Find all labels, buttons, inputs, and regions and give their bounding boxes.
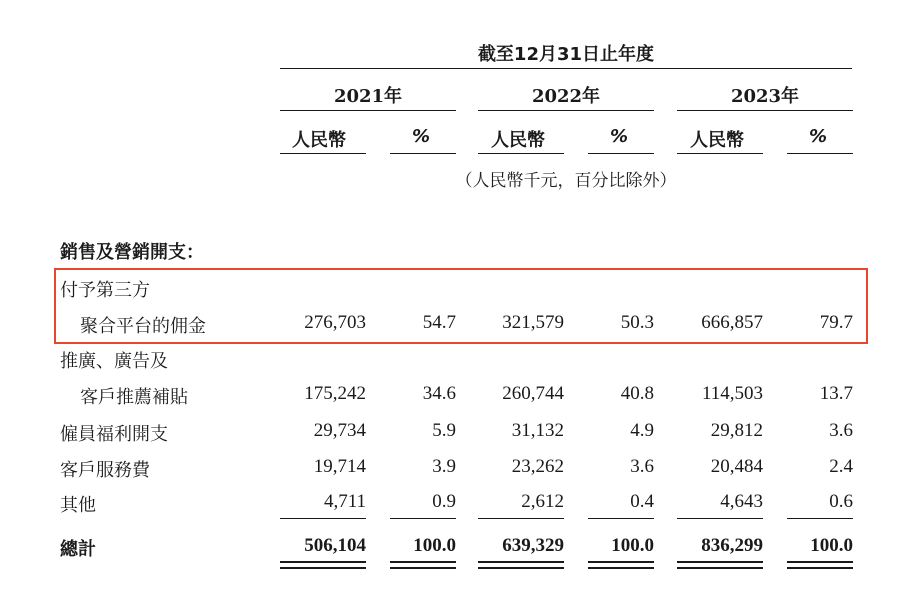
cell-2023-pct: 13.7 (819, 383, 853, 404)
total-2022-pct: 100.0 (611, 535, 654, 556)
cell-2022-pct: 50.3 (620, 312, 654, 333)
total-double-rule-1a (280, 561, 366, 563)
subtotal-rule-3 (478, 518, 564, 519)
cell-2023-pct: 2.4 (829, 456, 853, 477)
subtotal-rule-5 (677, 518, 763, 519)
total-double-rule-5b (677, 567, 763, 569)
row-label: 僱員福利開支 (60, 424, 168, 445)
cell-2021-amount: 29,734 (313, 420, 366, 441)
cell-2022-pct: 3.6 (630, 456, 654, 477)
cell-2022-pct: 0.4 (630, 491, 654, 512)
cell-2023-amount: 666,857 (701, 312, 763, 333)
row-label: 客戶服務費 (60, 460, 150, 481)
row-label-line2: 客戶推薦補貼 (80, 387, 188, 408)
total-double-rule-4b (588, 567, 654, 569)
cell-2023-amount: 114,503 (701, 383, 763, 404)
total-2023-amount: 836,299 (701, 535, 763, 556)
total-2022-amount: 639,329 (502, 535, 564, 556)
sub-rule-1 (280, 153, 366, 154)
sub-rule-6 (787, 153, 853, 154)
cell-2023-pct: 0.6 (829, 491, 853, 512)
total-double-rule-6b (787, 567, 853, 569)
cell-2022-amount: 321,579 (502, 312, 564, 333)
cell-2021-pct: 54.7 (422, 312, 456, 333)
row-label-line1: 付予第三方 (60, 280, 150, 301)
cell-2022-pct: 4.9 (630, 420, 654, 441)
total-double-rule-2a (390, 561, 456, 563)
unit-note: （人民幣千元，百分比除外） (455, 171, 677, 191)
row-label-line1: 推廣、廣告及 (60, 351, 168, 372)
col-pct-2021: % (412, 126, 431, 147)
total-2023-pct: 100.0 (810, 535, 853, 556)
total-double-rule-2b (390, 567, 456, 569)
cell-2023-amount: 29,812 (710, 420, 763, 441)
year-rule-2022 (478, 110, 654, 111)
year-2021: 2021年 (333, 86, 403, 107)
cell-2022-pct: 40.8 (620, 383, 654, 404)
total-double-rule-6a (787, 561, 853, 563)
year-2023: 2023年 (730, 86, 800, 107)
cell-2021-amount: 276,703 (304, 312, 366, 333)
subtotal-rule-1 (280, 518, 366, 519)
cell-2021-amount: 4,711 (323, 491, 366, 512)
cell-2023-pct: 79.7 (819, 312, 853, 333)
cell-2022-amount: 2,612 (521, 491, 564, 512)
total-2021-pct: 100.0 (413, 535, 456, 556)
row-label-line2: 聚合平台的佣金 (80, 316, 206, 337)
period-title: 截至12月31日止年度 (477, 44, 655, 65)
cell-2021-amount: 175,242 (304, 383, 366, 404)
year-rule-2023 (677, 110, 853, 111)
total-double-rule-3a (478, 561, 564, 563)
year-2022: 2022年 (531, 86, 601, 107)
cell-2023-amount: 20,484 (710, 456, 763, 477)
year-rule-2021 (280, 110, 456, 111)
col-amount-2021: 人民幣 (292, 130, 346, 151)
total-double-rule-5a (677, 561, 763, 563)
cell-2023-pct: 3.6 (829, 420, 853, 441)
sub-rule-4 (588, 153, 654, 154)
col-amount-2022: 人民幣 (491, 130, 545, 151)
cell-2023-amount: 4,643 (720, 491, 763, 512)
cell-2021-amount: 19,714 (313, 456, 366, 477)
cell-2022-amount: 260,744 (502, 383, 564, 404)
col-amount-2023: 人民幣 (690, 130, 744, 151)
cell-2022-amount: 31,132 (511, 420, 564, 441)
cell-2021-pct: 3.9 (432, 456, 456, 477)
cell-2021-pct: 0.9 (432, 491, 456, 512)
total-label: 總計 (60, 539, 96, 560)
subtotal-rule-2 (390, 518, 456, 519)
total-double-rule-3b (478, 567, 564, 569)
period-rule (280, 68, 852, 69)
row-label: 其他 (60, 495, 96, 516)
subtotal-rule-6 (787, 518, 853, 519)
subtotal-rule-4 (588, 518, 654, 519)
total-double-rule-4a (588, 561, 654, 563)
sub-rule-3 (478, 153, 564, 154)
sub-rule-5 (677, 153, 763, 154)
total-2021-amount: 506,104 (304, 535, 366, 556)
col-pct-2022: % (610, 126, 629, 147)
sub-rule-2 (390, 153, 456, 154)
cell-2022-amount: 23,262 (511, 456, 564, 477)
total-double-rule-1b (280, 567, 366, 569)
cell-2021-pct: 34.6 (422, 383, 456, 404)
cell-2021-pct: 5.9 (432, 420, 456, 441)
section-title: 銷售及營銷開支： (60, 242, 204, 263)
col-pct-2023: % (809, 126, 828, 147)
